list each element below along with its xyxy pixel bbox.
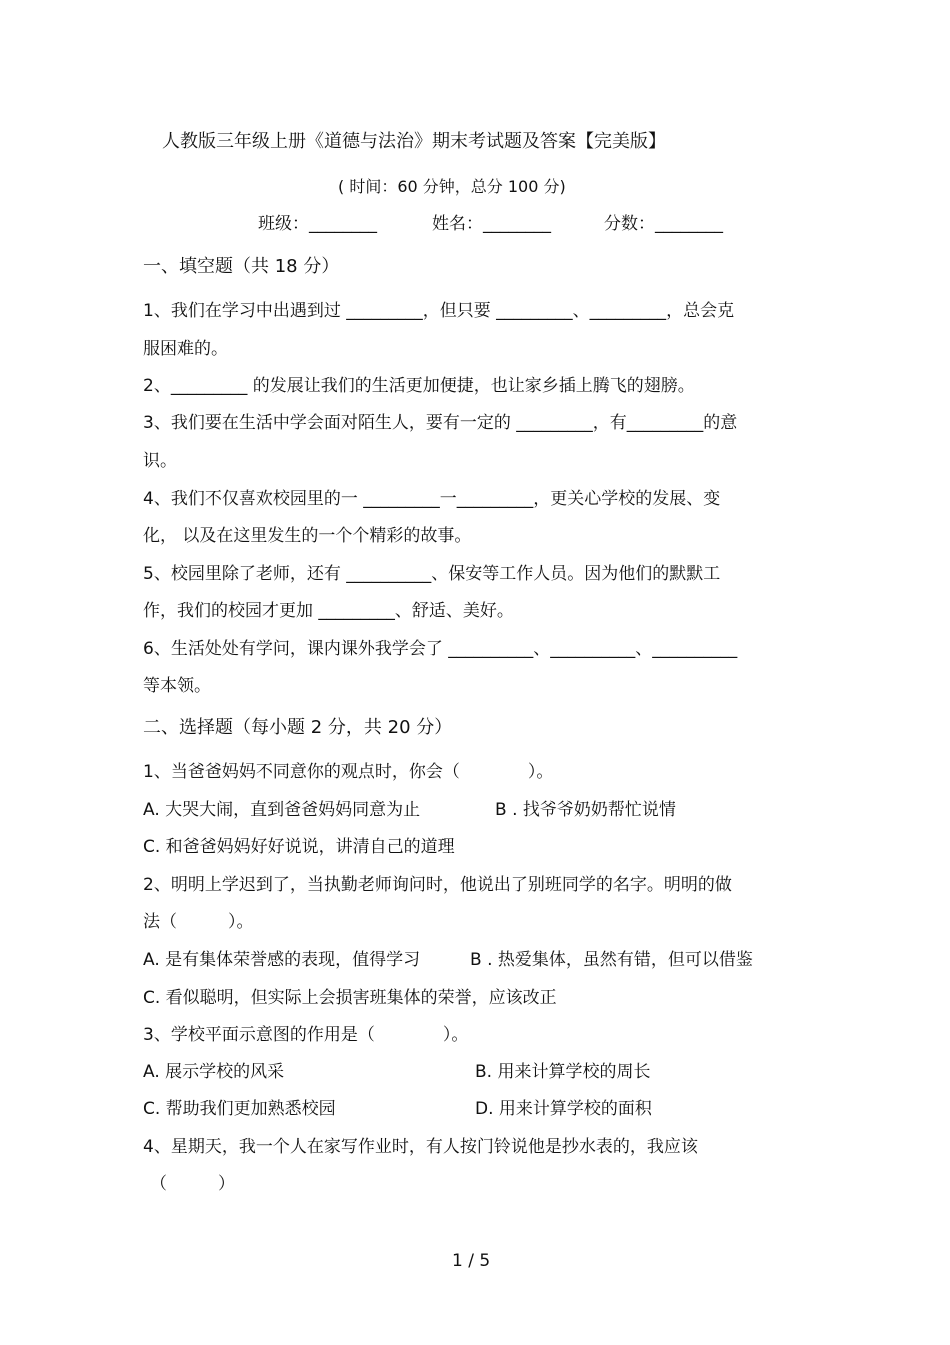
choice-q2-option-b: B . 热爱集体，虽然有错，但可以借鉴 [470,950,753,970]
fill-q6-line1: 6、生活处处有学问，课内课外我学会了 __________、__________、__________ [143,639,738,659]
page-title: 人教版三年级上册《道德与法治》期末考试题及答案【完美版】 [162,131,666,152]
choice-q3-stem: 3、学校平面示意图的作用是（ ）。 [143,1025,469,1045]
fill-q3-line1: 3、我们要在生活中学会面对陌生人，要有一定的 _________，有_________的意 [143,413,738,433]
page-number: 1 / 5 [452,1251,491,1271]
name-field: 姓名：________ [432,214,551,234]
choice-q3-option-a: A. 展示学校的风采 [143,1062,285,1082]
choice-q4-stem-line2: （ ） [150,1174,235,1194]
choice-q1-option-b: B . 找爷爷奶奶帮忙说情 [495,800,676,820]
choice-q3-option-d: D. 用来计算学校的面积 [475,1099,652,1119]
fill-q4-line1: 4、我们不仅喜欢校园里的一 _________一_________，更关心学校的发展、变 [143,489,721,509]
fill-q6-line2: 等本领。 [143,676,211,696]
class-field: 班级：________ [258,214,377,234]
choice-q1-option-c: C. 和爸爸妈妈好好说说，讲清自己的道理 [143,837,455,857]
fill-q5-line1: 5、校园里除了老师，还有 __________、保安等工作人员。因为他们的默默工 [143,564,721,584]
section-2-heading: 二、选择题（每小题 2 分，共 20 分） [143,717,453,738]
score-field: 分数：________ [604,214,723,234]
choice-q4-stem-line1: 4、星期天，我一个人在家写作业时，有人按门铃说他是抄水表的，我应该 [143,1137,698,1157]
fill-q3-line2: 识。 [143,451,177,471]
choice-q2-option-a: A. 是有集体荣誉感的表现，值得学习 [143,950,421,970]
section-1-heading: 一、填空题（共 18 分） [143,256,340,277]
fill-q4-line2: 化， 以及在这里发生的一个个精彩的故事。 [143,526,472,546]
fill-q5-line2: 作，我们的校园才更加 _________、舒适、美好。 [143,601,514,621]
choice-q2-stem-line1: 2、明明上学迟到了，当执勤老师询问时，他说出了别班同学的名字。明明的做 [143,875,732,895]
choice-q1-stem: 1、当爸爸妈妈不同意你的观点时，你会（ ）。 [143,762,554,782]
fill-q2: 2、_________ 的发展让我们的生活更加便捷，也让家乡插上腾飞的翅膀。 [143,376,695,396]
choice-q2-option-c: C. 看似聪明，但实际上会损害班集体的荣誉，应该改正 [143,988,557,1008]
fill-q1-line2: 服困难的。 [143,339,228,359]
time-info: ( 时间：60 分钟，总分 100 分) [338,177,566,196]
choice-q3-option-b: B. 用来计算学校的周长 [475,1062,651,1082]
choice-q1-option-a: A. 大哭大闹，直到爸爸妈妈同意为止 [143,800,421,820]
fill-q1-line1: 1、我们在学习中出遇到过 _________，但只要 _________、_________，总会克 [143,301,735,321]
choice-q3-option-c: C. 帮助我们更加熟悉校园 [143,1099,336,1119]
choice-q2-stem-line2: 法（ ）。 [143,912,254,932]
